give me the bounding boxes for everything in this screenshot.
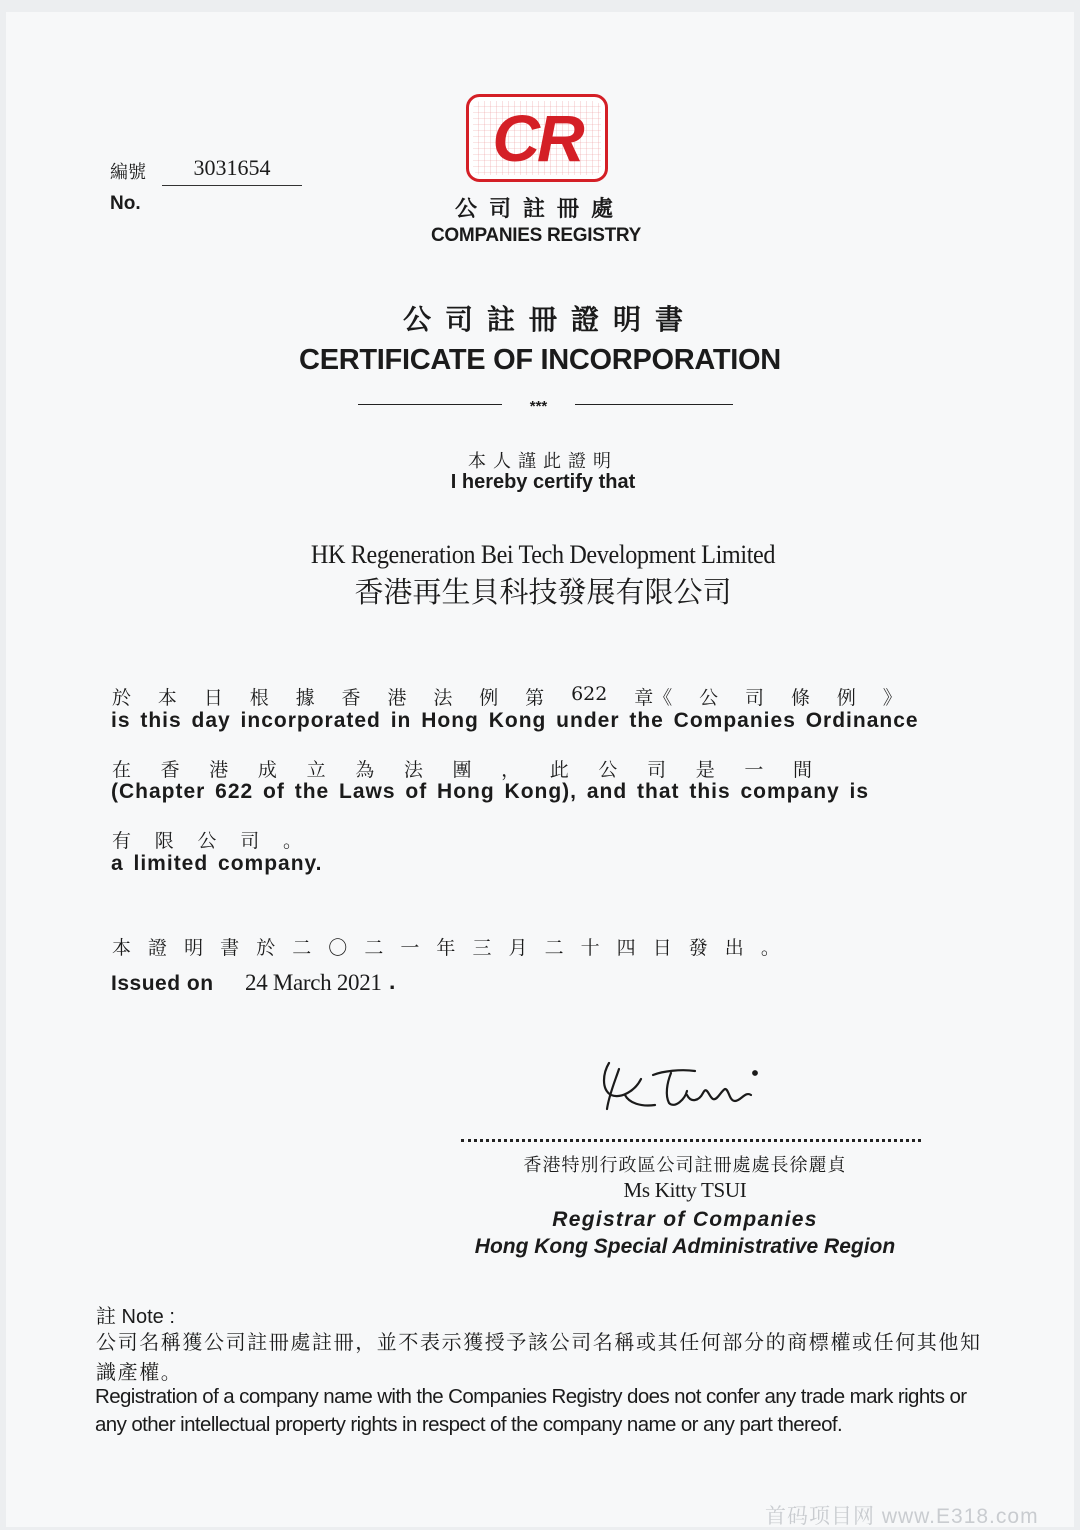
registry-name-zh: 公司註冊處: [454, 196, 625, 222]
text-char: 港: [209, 759, 229, 781]
text-char: 。: [760, 937, 780, 959]
text-char: 有: [112, 830, 132, 852]
text-char: 明: [184, 937, 204, 959]
text-char: 港: [387, 687, 407, 709]
text-char: 香: [341, 687, 361, 709]
registry-name-en: COMPANIES REGISTRY: [431, 225, 641, 246]
text-char: 根: [249, 687, 269, 709]
text-char: 據: [295, 687, 315, 709]
text-char: 例: [479, 687, 499, 709]
text-char: 〇: [328, 937, 348, 959]
text-char: 證: [148, 937, 168, 959]
text-char: 月: [508, 937, 528, 959]
text-char: 年: [436, 937, 456, 959]
issued-label: Issued on: [111, 972, 214, 995]
text-char: 條: [790, 687, 810, 709]
registrar-title-zh: 香港特別行政區公司註冊處處長徐麗貞: [523, 1155, 847, 1176]
title-ornament: ***: [529, 398, 548, 415]
text-char: 622: [571, 683, 608, 705]
logo-text: CR: [492, 101, 582, 175]
text-char: 司: [240, 830, 260, 852]
text-char: 第: [525, 687, 545, 709]
note-text-en: Registration of a company name with the Companies Registry does not confer any trade mark rights or any other intellectual property rights in respect of the company name or any part thereof.: [95, 1385, 967, 1436]
text-char: 法: [403, 759, 423, 781]
text-char: 公: [598, 759, 618, 781]
certify-statement-zh: 本人謹此證明: [468, 451, 618, 472]
text-char: 間: [792, 759, 812, 781]
text-char: 十: [580, 937, 600, 959]
text-char: 法: [433, 687, 453, 709]
note-text-zh: 公司名稱獲公司註冊處註冊，並不表示獲授予該公司名稱或其任何部分的商標權或任何其他知識產權。: [96, 1330, 982, 1384]
text-char: 團: [452, 759, 472, 781]
text-char: 於: [256, 937, 276, 959]
text-char: 一: [744, 759, 764, 781]
issued-period: .: [389, 968, 396, 994]
text-char: 限: [154, 830, 174, 852]
text-char: 立: [306, 759, 326, 781]
text-char: 司: [647, 759, 667, 781]
text-char: 公: [699, 687, 719, 709]
body-line2-en: (Chapter 622 of the Laws of Hong Kong), and that this company is: [111, 780, 870, 803]
text-char: 三: [472, 937, 492, 959]
text-char: 。: [282, 830, 302, 852]
text-char: ，: [501, 759, 521, 781]
text-char: 二: [544, 937, 564, 959]
certificate-title-en: CERTIFICATE OF INCORPORATION: [299, 344, 781, 376]
registrar-region-en: Hong Kong Special Administrative Region: [474, 1235, 896, 1258]
body-line3-en: a limited company.: [111, 852, 323, 875]
title-divider-left: [358, 404, 502, 405]
issued-statement-zh: [112, 933, 780, 960]
number-label-en: No.: [110, 193, 141, 214]
text-char: 日: [203, 687, 223, 709]
text-char: 公: [197, 830, 217, 852]
body-line1-zh: [112, 683, 902, 710]
text-char: 此: [549, 759, 569, 781]
company-name-zh: 香港再生貝科技發展有限公司: [354, 575, 732, 609]
certificate-number: 3031654: [162, 155, 302, 186]
body-line3-zh: [112, 826, 302, 853]
note-label: 註 Note :: [96, 1306, 175, 1328]
registrar-title-en: Registrar of Companies: [552, 1208, 818, 1231]
certify-statement-en: I hereby certify that: [450, 471, 636, 493]
text-char: 書: [220, 937, 240, 959]
body-line2-zh: [112, 755, 812, 782]
text-char: 章《: [634, 687, 673, 709]
text-char: 在: [112, 759, 132, 781]
certificate-title-zh: 公司註冊證明書: [402, 303, 697, 336]
text-char: 是: [695, 759, 715, 781]
text-char: 發: [688, 937, 708, 959]
watermark: 首码项目网 www.E318.com: [765, 1505, 1039, 1528]
text-char: 四: [616, 937, 636, 959]
text-char: 例: [836, 687, 856, 709]
title-divider-right: [575, 404, 733, 405]
companies-registry-logo: [466, 94, 608, 182]
text-char: 》: [882, 687, 902, 709]
number-label-zh: 編號: [110, 162, 146, 183]
text-char: 於: [112, 687, 132, 709]
company-name-en: HK Regeneration Bei Tech Development Limited: [310, 540, 776, 569]
registrar-name: Ms Kitty TSUI: [623, 1178, 747, 1202]
text-char: 香: [160, 759, 180, 781]
text-char: 二: [292, 937, 312, 959]
issue-date: 24 March 2021: [245, 970, 382, 995]
registrar-signature: [595, 1055, 770, 1117]
signature-line: [461, 1139, 921, 1142]
text-char: 本: [157, 687, 177, 709]
text-char: 成: [257, 759, 277, 781]
body-line1-en: is this day incorporated in Hong Kong under the Companies Ordinance: [111, 709, 919, 732]
text-char: 一: [400, 937, 420, 959]
text-char: 日: [652, 937, 672, 959]
text-char: 本: [112, 937, 132, 959]
text-char: 為: [355, 759, 375, 781]
text-char: 司: [745, 687, 765, 709]
text-char: 出: [724, 937, 744, 959]
text-char: 二: [364, 937, 384, 959]
